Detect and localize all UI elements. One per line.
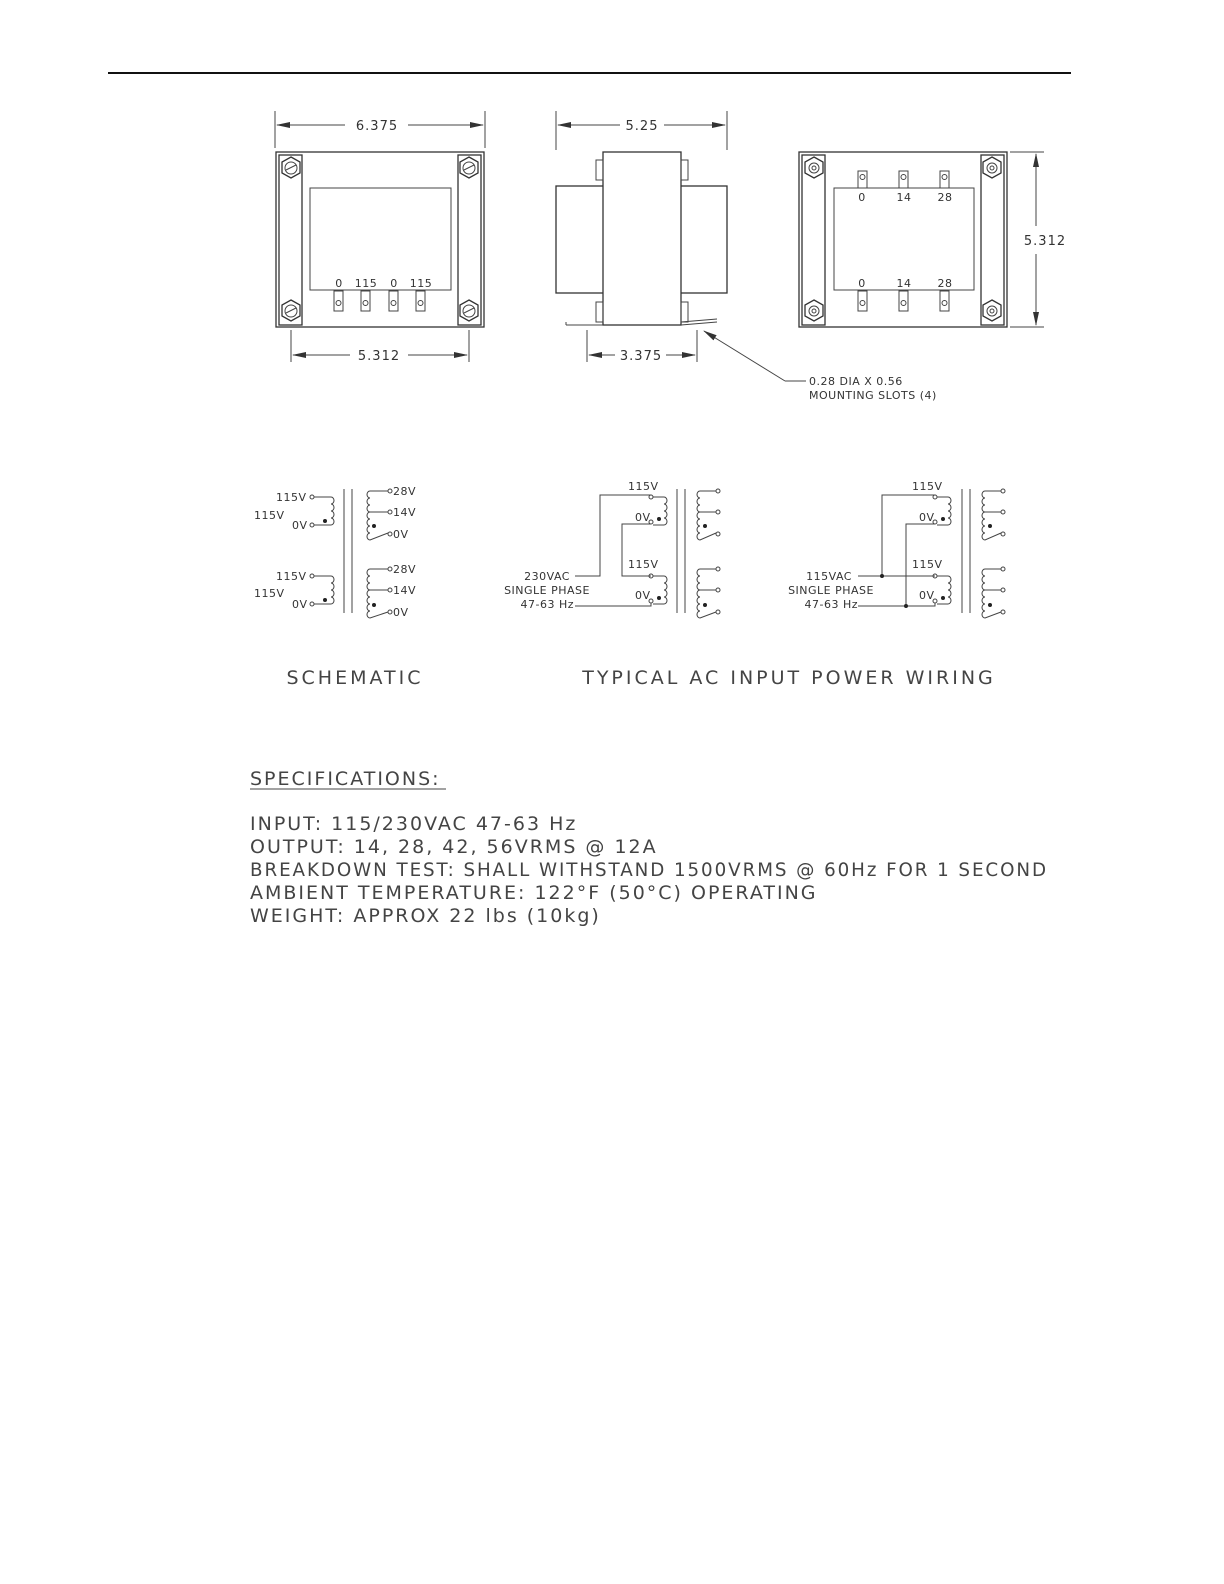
- specifications-heading: SPECIFICATIONS:: [250, 768, 441, 790]
- secondary-label: 0V: [393, 528, 409, 541]
- input-label: 47-63 Hz: [804, 598, 858, 611]
- nut-icon: [805, 157, 823, 178]
- side-width-dimension: 5.25: [625, 119, 659, 134]
- winding-bottom-label: 0V: [919, 589, 935, 602]
- primary-top-label: 115V: [276, 491, 307, 504]
- spec-line: WEIGHT: APPROX 22 lbs (10kg): [250, 905, 601, 927]
- winding-bottom-label: 0V: [635, 589, 651, 602]
- schematic: [254, 485, 416, 619]
- secondary-label: 0V: [393, 606, 409, 619]
- winding-top-label: 115V: [912, 480, 943, 493]
- schematic-caption: SCHEMATIC: [286, 667, 424, 689]
- primary-side-label: 115V: [254, 587, 285, 600]
- terminal-label: 115: [354, 277, 378, 290]
- spec-line: INPUT: 115/230VAC 47-63 Hz: [250, 813, 578, 835]
- secondary-label: 14V: [393, 506, 417, 519]
- secondary-label: 28V: [393, 485, 417, 498]
- screw-icon: [282, 300, 300, 321]
- wiring-115vac: [788, 480, 1005, 618]
- nut-icon: [805, 300, 823, 321]
- side-view: [556, 111, 937, 402]
- primary-top-label: 115V: [276, 570, 307, 583]
- spec-line: BREAKDOWN TEST: SHALL WITHSTAND 1500VRMS @ 60Hz FOR 1 SECOND: [250, 859, 1048, 881]
- secondary-label: 14V: [393, 584, 417, 597]
- nut-icon: [983, 157, 1001, 178]
- input-label: SINGLE PHASE: [504, 584, 590, 597]
- front-mount-dimension: 5.312: [357, 349, 401, 364]
- terminal-label: 0: [335, 277, 343, 290]
- front-view: [275, 111, 485, 364]
- screw-icon: [460, 157, 478, 178]
- wiring-caption: TYPICAL AC INPUT POWER WIRING: [582, 667, 996, 689]
- wiring-230vac: [504, 480, 720, 618]
- terminal-label: 115: [409, 277, 433, 290]
- back-height-dimension: 5.312: [1023, 234, 1067, 249]
- secondary-label: 28V: [393, 563, 417, 576]
- terminal-label: 14: [896, 277, 912, 290]
- terminal-label: 28: [937, 191, 953, 204]
- slot-note: 0.28 DIA X 0.56: [809, 375, 903, 388]
- input-label: SINGLE PHASE: [788, 584, 874, 597]
- winding-bottom-label: 0V: [635, 511, 651, 524]
- input-label: 47-63 Hz: [520, 598, 574, 611]
- nut-icon: [983, 300, 1001, 321]
- back-view: [799, 152, 1066, 327]
- spec-line: AMBIENT TEMPERATURE: 122°F (50°C) OPERATING: [250, 882, 818, 904]
- input-label: 230VAC: [524, 570, 570, 583]
- side-mount-dimension: 3.375: [619, 349, 663, 364]
- primary-side-label: 115V: [254, 509, 285, 522]
- winding-bottom-label: 0V: [919, 511, 935, 524]
- primary-bottom-label: 0V: [292, 598, 308, 611]
- spec-line: OUTPUT: 14, 28, 42, 56VRMS @ 12A: [250, 836, 658, 858]
- winding-top-label: 115V: [912, 558, 943, 571]
- winding-top-label: 115V: [628, 558, 659, 571]
- input-label: 115VAC: [806, 570, 852, 583]
- terminal-label: 0: [858, 191, 866, 204]
- screw-icon: [460, 300, 478, 321]
- slot-note: MOUNTING SLOTS (4): [809, 389, 937, 402]
- front-width-dimension: 6.375: [355, 119, 399, 134]
- terminal-label: 0: [390, 277, 398, 290]
- terminal-label: 0: [858, 277, 866, 290]
- terminal-label: 14: [896, 191, 912, 204]
- screw-icon: [282, 157, 300, 178]
- specifications: [250, 768, 1048, 927]
- terminal-label: 28: [937, 277, 953, 290]
- winding-top-label: 115V: [628, 480, 659, 493]
- primary-bottom-label: 0V: [292, 519, 308, 532]
